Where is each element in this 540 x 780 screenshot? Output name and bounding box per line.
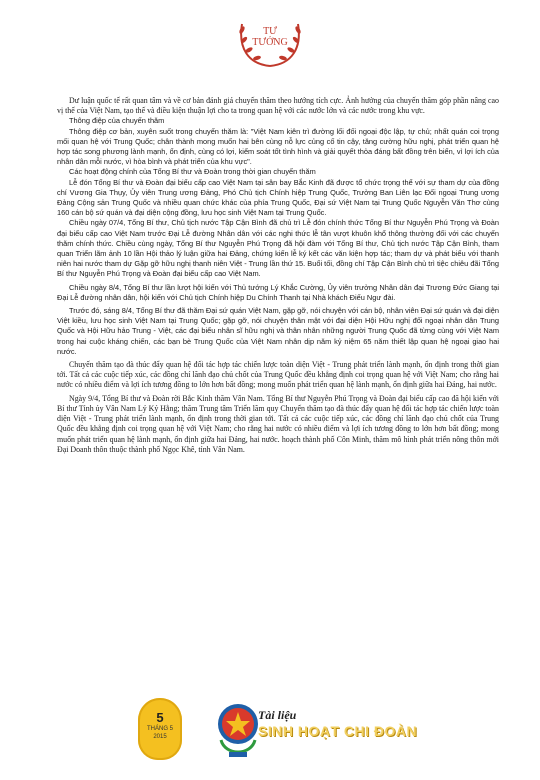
issue-month: THÁNG 5 bbox=[146, 726, 173, 732]
article-body bbox=[57, 96, 499, 455]
page-number: 5 bbox=[156, 710, 164, 725]
page-badge bbox=[138, 698, 182, 760]
brand-title: SINH HOẠT CHI ĐOÀN bbox=[258, 723, 418, 739]
paragraph: Chiều ngày 07/4, Tổng Bí thư, Chủ tịch nước Tập Cận Bình đã chủ trì Lễ đón chính thức Tổng Bí thư Nguyễn Phú Trọng và Đoàn đại biểu cấp cao Việt Nam trước Đại Lễ đường Nhân dân với các nghi thức lễ tân vượt khuôn khổ thông thường đối với các chuyến thăm chính thức. Chiều cùng ngày, Tổng Bí thư Nguyễn Phú Trọng đã hội đàm với Tổng Bí thư, Chủ tịch nước Tập Cận Bình, tham quan Triển lãm ảnh 10 lần Hội thảo lý luận giữa hai Đảng, chứng kiến lễ ký kết các văn kiện hợp tác; tham dự và phát biểu với thanh niên hai nước tham dự Gặp gỡ hữu nghị thanh niên Việt - Trung lần thứ 15. Buổi tối, đồng chí Tập Cận Bình chủ trì tiệc chiêu đãi Tổng Bí thư Nguyễn Phú Trọng và Đoàn đại biểu cấp cao Việt Nam. bbox=[57, 218, 499, 279]
paragraph: Chuyến thăm tạo đà thúc đẩy quan hệ đối tác hợp tác chiến lược toàn diện Việt - Trung phát triển lành mạnh, ổn định trong thời gian tới. Tất cả các cuộc tiếp xúc, các đồng chí lãnh đạo chủ chốt của Trung Quốc đều khẳng định coi trọng quan hệ với Việt Nam; cho rằng hai nước có nhiều điểm và lợi ích tương đồng to lớn hơn bất đồng; mong muốn phát triển quan hệ lành mạnh, ổn định giữa hai Đảng, hai nước. bbox=[57, 360, 499, 390]
issue-year: 2015 bbox=[153, 734, 167, 740]
youth-union-emblem-icon bbox=[215, 700, 261, 764]
paragraph: Lễ đón Tổng Bí thư và Đoàn đại biểu cấp cao Việt Nam tại sân bay Bắc Kinh đã được tổ chức trọng thể với sự tham dự của đồng chí Vương Gia Thụy, Ủy viên Trung ương Đảng, Phó Chủ tịch Chính hiệp Trung Quốc, Trưởng Ban Liên lạc Đối ngoại Trung ương Đảng Cộng sản Trung Quốc và nhiều quan chức khác của phía Trung Quốc, Đại sứ Việt Nam tại Trung Quốc Nguyễn Văn Thơ cùng 160 cán bộ sứ quán và đại diện cộng đồng, lưu học sinh Việt Nam tại Trung Quốc. bbox=[57, 177, 499, 218]
paragraph: Trước đó, sáng 8/4, Tổng Bí thư đã thăm Đại sứ quán Việt Nam, gặp gỡ, nói chuyện với cán bộ, nhân viên Đại sứ quán và đại diện Việt kiều, lưu học sinh Việt Nam tại Trung Quốc; gặp gỡ, nói chuyện thân mật với đại diện Hội Hữu nghị đối ngoại nhân dân Trung Quốc và Hội Hữu hảo Trung - Việt, các đại biểu nhân sĩ hữu nghị và thân nhân những người Trung Quốc đã từng cùng với Việt Nam trong hai cuộc kháng chiến, các bạn bè Trung Quốc của Việt Nam nhân dịp năm kỷ niệm 65 năm thiết lập quan hệ ngoại giao hai nước. bbox=[57, 306, 499, 356]
paragraph: Dư luận quốc tế rất quan tâm và về cơ bản đánh giá chuyến thăm theo hướng tích cực. Ảnh hưởng của chuyến thăm góp phần nâng cao vị thế của Việt Nam, tạo thế và điều kiện thuận lợi cho ta trong quan hệ với các nước lớn và các nước trong khu vực. bbox=[57, 96, 499, 116]
paragraph: Chiều ngày 8/4, Tổng Bí thư lần lượt hội kiến với Thủ tướng Lý Khắc Cường, Ủy viên trưởng Nhân dân đại Trương Đức Giang tại Đại Lễ đường nhân dân, hội kiến với Chủ tịch Chính hiệp Du Chính Thanh tại Nhà khách Điếu Ngư đài. bbox=[57, 282, 499, 302]
section-heading: Các hoạt động chính của Tổng Bí thư và Đoàn trong thời gian chuyến thăm bbox=[69, 167, 316, 177]
logo-line-2: TƯỞNG bbox=[252, 37, 288, 48]
header-logo bbox=[230, 8, 310, 70]
section-heading: Thông điệp của chuyến thăm bbox=[69, 116, 165, 126]
paragraph: Ngày 9/4, Tổng Bí thư và Đoàn rời Bắc Kinh thăm Vân Nam. Tổng Bí thư Nguyễn Phú Trọng và Đoàn đại biểu cấp cao đã hội kiến với Bí thư Tỉnh ủy Vân Nam Lý Kỷ Hằng; thăm Trung tâm Triển lãm quy Chuyến thăm tạo đà thúc đẩy quan hệ đối tác hợp tác chiến lược toàn diện Việt - Trung phát triển lành mạnh, ổn định trong thời gian tới. Tất cả các cuộc tiếp xúc, các đồng chí lãnh đạo chủ chốt của Trung Quốc đều khẳng định coi trọng quan hệ với Việt Nam; cho rằng hai nước có nhiều điểm và lợi ích tương đồng to lớn hơn bất đồng; mong muốn phát triển quan hệ lành mạnh, ổn định giữa hai Đảng, hai nước. hoạch thành phố Côn Minh, thăm mô hình phát triển nông thôn mới Đại Doanh thôn thuộc thành phố Ngọc Khê, tỉnh Vân Nam. bbox=[57, 393, 499, 454]
paragraph: Thông điệp cơ bản, xuyên suốt trong chuyến thăm là: "Việt Nam kiên trì đường lối đối ngoại độc lập, tự chủ; nhất quán coi trọng mối quan hệ với Trung Quốc; chân thành mong muốn hai bên cùng nỗ lực củng cố tin cậy, tăng cường hữu nghị, phát triển quan hệ hợp tác song phương lành mạnh, ổn định, cùng có lợi, kiểm soát tốt tình hình và giải quyết thỏa đáng bất đồng trên biển, vì lợi ích của nhân dân mỗi nước, vì hòa bình và phát triển của khu vực". bbox=[57, 126, 499, 167]
brand-label: Tài liệu bbox=[258, 708, 297, 722]
page-footer bbox=[0, 690, 540, 780]
logo-line-1: TƯ bbox=[263, 26, 277, 37]
